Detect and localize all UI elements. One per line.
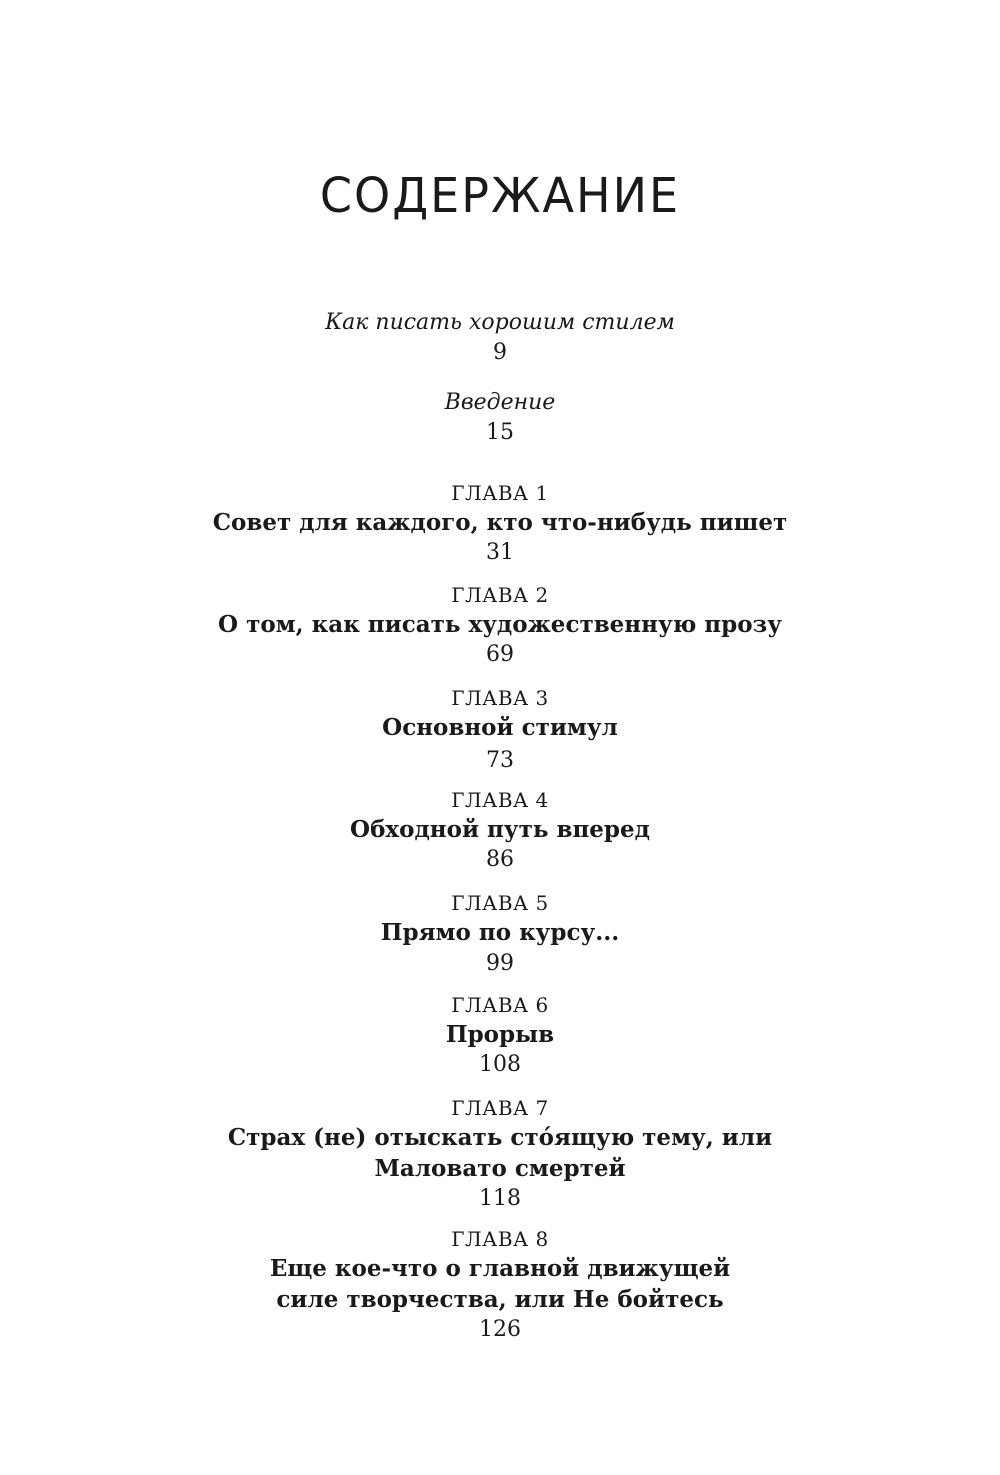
chapter-title: Совет для каждого, кто что-нибудь пишет [212,509,788,536]
chapter-label: ГЛАВА 7 [451,1096,549,1120]
entry-title: Введение [444,390,556,415]
chapter-title: Прямо по курсу... [380,919,620,946]
entry-page-number: 9 [493,340,507,365]
chapter-label: ГЛАВА 6 [451,993,549,1017]
entry-title: Как писать хорошим стилем [325,310,675,335]
toc-entry-introduction[interactable] [0,388,1000,448]
toc-entry-chapter-8[interactable] [0,1225,1000,1345]
toc-entry-chapter-3[interactable] [0,684,1000,776]
chapter-label: ГЛАВА 3 [451,686,549,710]
chapter-label: ГЛАВА 5 [451,891,549,915]
toc-entry-chapter-4[interactable] [0,786,1000,875]
chapter-title: Еще кое-что о главной движущей [269,1255,731,1282]
entry-page-number: 86 [486,847,514,872]
toc-entry-foreword[interactable] [0,308,1000,368]
chapter-title: Основной стимул [382,714,618,741]
chapter-label: ГЛАВА 2 [451,583,549,607]
toc-entry-chapter-6[interactable] [0,991,1000,1080]
chapter-title: О том, как писать художественную прозу [218,611,782,638]
chapter-title: Страх (не) отыскать сто́ящую тему, или [227,1124,773,1151]
entry-page-number: 108 [479,1052,521,1077]
toc-entry-chapter-7[interactable] [0,1094,1000,1214]
entry-page-number: 73 [486,748,514,773]
entry-page-number: 31 [486,540,514,565]
chapter-title-line-2: Маловато смертей [374,1155,626,1182]
entry-page-number: 69 [486,642,514,667]
chapter-title-line-2: силе творчества, или Не бойтесь [276,1286,724,1313]
entry-page-number: 126 [479,1317,521,1342]
chapter-title: Прорыв [445,1021,555,1048]
chapter-label: ГЛАВА 1 [451,481,549,505]
entry-page-number: 15 [486,420,514,445]
toc-entry-chapter-1[interactable] [0,479,1000,568]
chapter-label: ГЛАВА 4 [451,788,549,812]
chapter-title: Обходной путь вперед [350,816,650,843]
entry-page-number: 99 [486,951,514,976]
entry-page-number: 118 [479,1186,521,1211]
chapter-label: ГЛАВА 8 [451,1227,549,1251]
page-title: СОДЕРЖАНИЕ [319,166,681,224]
toc-entry-chapter-2[interactable] [0,581,1000,670]
toc-entry-chapter-5[interactable] [0,889,1000,979]
